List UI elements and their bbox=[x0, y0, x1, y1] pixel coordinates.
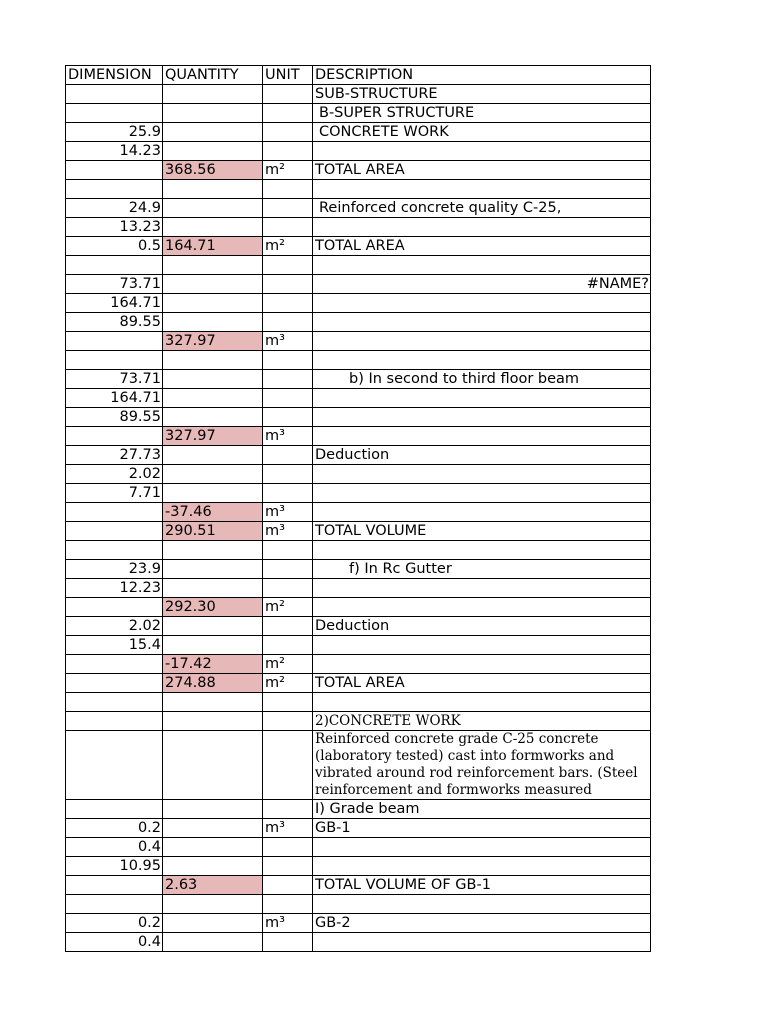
description-cell[interactable]: GB-1 bbox=[313, 819, 651, 838]
unit-cell[interactable] bbox=[263, 895, 313, 914]
description-cell[interactable] bbox=[313, 579, 651, 598]
dimension-cell[interactable]: 2.02 bbox=[66, 465, 163, 484]
quantity-cell[interactable] bbox=[163, 579, 263, 598]
table-row bbox=[66, 560, 651, 579]
dimension-cell[interactable] bbox=[66, 693, 163, 712]
table-row bbox=[66, 237, 651, 256]
unit-cell[interactable] bbox=[263, 180, 313, 199]
description-cell[interactable]: GB-2 bbox=[313, 914, 651, 933]
table-row bbox=[66, 332, 651, 351]
description-cell[interactable]: #NAME? bbox=[313, 275, 651, 294]
table-row bbox=[66, 275, 651, 294]
unit-cell[interactable]: m² bbox=[263, 237, 313, 256]
quantity-cell[interactable] bbox=[163, 256, 263, 275]
dimension-cell[interactable] bbox=[66, 256, 163, 275]
unit-cell[interactable] bbox=[263, 731, 313, 800]
quantity-cell[interactable] bbox=[163, 712, 263, 731]
table-row bbox=[66, 427, 651, 446]
description-cell[interactable]: SUB-STRUCTURE bbox=[313, 85, 651, 104]
unit-cell[interactable]: m² bbox=[263, 598, 313, 617]
table-row bbox=[66, 857, 651, 876]
description-cell[interactable]: Deduction bbox=[313, 446, 651, 465]
quantity-cell[interactable] bbox=[163, 914, 263, 933]
description-cell[interactable]: Reinforced concrete grade C-25 concrete (laboratory tested) cast into formworks and vibrated around rod reinforcement bars. (Steel reinforcement and formworks measured bbox=[313, 731, 651, 800]
quantity-cell[interactable] bbox=[163, 617, 263, 636]
unit-cell[interactable] bbox=[263, 351, 313, 370]
table-row bbox=[66, 123, 651, 142]
unit-cell[interactable] bbox=[263, 104, 313, 123]
table-row bbox=[66, 655, 651, 674]
quantity-cell[interactable] bbox=[163, 693, 263, 712]
quantity-cell[interactable] bbox=[163, 142, 263, 161]
table-row bbox=[66, 484, 651, 503]
table-row bbox=[66, 199, 651, 218]
quantity-cell[interactable]: 290.51 bbox=[163, 522, 263, 541]
description-cell[interactable] bbox=[313, 313, 651, 332]
table-body bbox=[66, 85, 651, 952]
unit-cell[interactable] bbox=[263, 294, 313, 313]
table-row bbox=[66, 636, 651, 655]
quantity-cell[interactable] bbox=[163, 465, 263, 484]
dimension-cell[interactable] bbox=[66, 876, 163, 895]
quantity-cell[interactable]: 292.30 bbox=[163, 598, 263, 617]
unit-cell[interactable]: m³ bbox=[263, 503, 313, 522]
table-row bbox=[66, 370, 651, 389]
unit-cell[interactable] bbox=[263, 560, 313, 579]
table-row bbox=[66, 85, 651, 104]
dimension-cell[interactable]: 2.02 bbox=[66, 617, 163, 636]
header-quantity[interactable]: QUANTITY bbox=[163, 66, 263, 85]
quantity-cell[interactable]: 327.97 bbox=[163, 332, 263, 351]
dimension-cell[interactable] bbox=[66, 332, 163, 351]
unit-cell[interactable] bbox=[263, 876, 313, 895]
quantity-cell[interactable] bbox=[163, 218, 263, 237]
table-row bbox=[66, 218, 651, 237]
table-row bbox=[66, 731, 651, 800]
table-row bbox=[66, 522, 651, 541]
header-row bbox=[66, 66, 651, 85]
description-cell[interactable]: B-SUPER STRUCTURE bbox=[313, 104, 651, 123]
dimension-cell[interactable] bbox=[66, 598, 163, 617]
unit-cell[interactable] bbox=[263, 484, 313, 503]
dimension-cell[interactable] bbox=[66, 427, 163, 446]
table-row bbox=[66, 161, 651, 180]
table-row bbox=[66, 914, 651, 933]
dimension-cell[interactable] bbox=[66, 351, 163, 370]
quantity-cell[interactable] bbox=[163, 199, 263, 218]
table-row bbox=[66, 819, 651, 838]
description-cell[interactable] bbox=[313, 351, 651, 370]
description-cell[interactable] bbox=[313, 693, 651, 712]
table-row bbox=[66, 541, 651, 560]
unit-cell[interactable] bbox=[263, 275, 313, 294]
dimension-cell[interactable]: 23.9 bbox=[66, 560, 163, 579]
table-row bbox=[66, 465, 651, 484]
dimension-cell[interactable]: 73.71 bbox=[66, 370, 163, 389]
quantity-cell[interactable] bbox=[163, 838, 263, 857]
quantity-cell[interactable] bbox=[163, 313, 263, 332]
table-row bbox=[66, 712, 651, 731]
dimension-cell[interactable]: 164.71 bbox=[66, 389, 163, 408]
quantity-cell[interactable]: 164.71 bbox=[163, 237, 263, 256]
dimension-cell[interactable] bbox=[66, 731, 163, 800]
quantity-cell[interactable]: -17.42 bbox=[163, 655, 263, 674]
dimension-cell[interactable] bbox=[66, 180, 163, 199]
quantity-cell[interactable]: 2.63 bbox=[163, 876, 263, 895]
dimension-cell[interactable] bbox=[66, 104, 163, 123]
quantity-cell[interactable] bbox=[163, 731, 263, 800]
unit-cell[interactable]: m³ bbox=[263, 819, 313, 838]
unit-cell[interactable] bbox=[263, 838, 313, 857]
description-cell[interactable]: 2)CONCRETE WORK bbox=[313, 712, 651, 731]
description-cell[interactable]: TOTAL VOLUME bbox=[313, 522, 651, 541]
table-row bbox=[66, 933, 651, 952]
description-cell[interactable] bbox=[313, 332, 651, 351]
unit-cell[interactable]: m³ bbox=[263, 332, 313, 351]
description-cell[interactable] bbox=[313, 256, 651, 275]
dimension-cell[interactable]: 13.23 bbox=[66, 218, 163, 237]
description-cell[interactable]: TOTAL VOLUME OF GB-1 bbox=[313, 876, 651, 895]
table-row bbox=[66, 351, 651, 370]
unit-cell[interactable] bbox=[263, 199, 313, 218]
unit-cell[interactable] bbox=[263, 933, 313, 952]
quantity-cell[interactable] bbox=[163, 275, 263, 294]
description-cell[interactable] bbox=[313, 427, 651, 446]
unit-cell[interactable]: m² bbox=[263, 655, 313, 674]
description-cell[interactable] bbox=[313, 142, 651, 161]
quantity-cell[interactable] bbox=[163, 85, 263, 104]
dimension-cell[interactable] bbox=[66, 712, 163, 731]
dimension-cell[interactable]: 73.71 bbox=[66, 275, 163, 294]
table-row bbox=[66, 617, 651, 636]
dimension-cell[interactable]: 0.4 bbox=[66, 933, 163, 952]
unit-cell[interactable] bbox=[263, 446, 313, 465]
table-row bbox=[66, 294, 651, 313]
table-row bbox=[66, 313, 651, 332]
description-cell[interactable]: b) In second to third floor beam bbox=[313, 370, 651, 389]
table-row bbox=[66, 503, 651, 522]
dimension-cell[interactable]: 164.71 bbox=[66, 294, 163, 313]
unit-cell[interactable] bbox=[263, 636, 313, 655]
quantity-cell[interactable] bbox=[163, 933, 263, 952]
quantity-cell[interactable] bbox=[163, 351, 263, 370]
header-dimension[interactable]: DIMENSION bbox=[66, 66, 163, 85]
dimension-cell[interactable]: 12.23 bbox=[66, 579, 163, 598]
quantity-cell[interactable]: 274.88 bbox=[163, 674, 263, 693]
unit-cell[interactable] bbox=[263, 313, 313, 332]
quantity-cell[interactable] bbox=[163, 857, 263, 876]
unit-cell[interactable]: m³ bbox=[263, 427, 313, 446]
quantity-cell[interactable]: 368.56 bbox=[163, 161, 263, 180]
description-cell[interactable] bbox=[313, 218, 651, 237]
dimension-cell[interactable]: 0.4 bbox=[66, 838, 163, 857]
unit-cell[interactable]: m² bbox=[263, 674, 313, 693]
dimension-cell[interactable]: 15.4 bbox=[66, 636, 163, 655]
quantity-cell[interactable] bbox=[163, 636, 263, 655]
quantity-cell[interactable]: 327.97 bbox=[163, 427, 263, 446]
table-row bbox=[66, 579, 651, 598]
description-cell[interactable] bbox=[313, 598, 651, 617]
description-cell[interactable] bbox=[313, 857, 651, 876]
quantity-cell[interactable] bbox=[163, 800, 263, 819]
description-cell[interactable] bbox=[313, 895, 651, 914]
dimension-cell[interactable] bbox=[66, 895, 163, 914]
table-row bbox=[66, 446, 651, 465]
unit-cell[interactable] bbox=[263, 857, 313, 876]
unit-cell[interactable] bbox=[263, 712, 313, 731]
description-cell[interactable] bbox=[313, 294, 651, 313]
quantity-cell[interactable] bbox=[163, 446, 263, 465]
description-cell[interactable]: Reinforced concrete quality C-25, bbox=[313, 199, 651, 218]
description-cell[interactable] bbox=[313, 636, 651, 655]
dimension-cell[interactable] bbox=[66, 674, 163, 693]
dimension-cell[interactable] bbox=[66, 522, 163, 541]
quantity-cell[interactable] bbox=[163, 370, 263, 389]
table-row bbox=[66, 142, 651, 161]
quantity-cell[interactable] bbox=[163, 408, 263, 427]
header-description[interactable]: DESCRIPTION bbox=[313, 66, 651, 85]
dimension-cell[interactable]: 24.9 bbox=[66, 199, 163, 218]
table-row bbox=[66, 408, 651, 427]
unit-cell[interactable] bbox=[263, 142, 313, 161]
description-cell[interactable]: Deduction bbox=[313, 617, 651, 636]
table-row bbox=[66, 598, 651, 617]
dimension-cell[interactable]: 25.9 bbox=[66, 123, 163, 142]
description-cell[interactable]: CONCRETE WORK bbox=[313, 123, 651, 142]
description-cell[interactable] bbox=[313, 541, 651, 560]
table-row bbox=[66, 256, 651, 275]
table-row bbox=[66, 389, 651, 408]
table-row bbox=[66, 693, 651, 712]
dimension-cell[interactable] bbox=[66, 655, 163, 674]
header-unit[interactable]: UNIT bbox=[263, 66, 313, 85]
quantity-cell[interactable] bbox=[163, 484, 263, 503]
unit-cell[interactable] bbox=[263, 256, 313, 275]
table-row bbox=[66, 800, 651, 819]
description-cell[interactable]: I) Grade beam bbox=[313, 800, 651, 819]
unit-cell[interactable]: m³ bbox=[263, 522, 313, 541]
quantity-cell[interactable] bbox=[163, 541, 263, 560]
unit-cell[interactable] bbox=[263, 465, 313, 484]
quantity-cell[interactable] bbox=[163, 104, 263, 123]
description-cell[interactable] bbox=[313, 933, 651, 952]
dimension-cell[interactable]: 89.55 bbox=[66, 313, 163, 332]
quantity-takeoff-table bbox=[65, 65, 651, 952]
description-cell[interactable] bbox=[313, 655, 651, 674]
description-cell[interactable] bbox=[313, 484, 651, 503]
description-cell[interactable]: TOTAL AREA bbox=[313, 237, 651, 256]
description-cell[interactable] bbox=[313, 503, 651, 522]
description-cell[interactable]: TOTAL AREA bbox=[313, 674, 651, 693]
dimension-cell[interactable]: 7.71 bbox=[66, 484, 163, 503]
quantity-cell[interactable] bbox=[163, 895, 263, 914]
unit-cell[interactable]: m³ bbox=[263, 914, 313, 933]
dimension-cell[interactable]: 14.23 bbox=[66, 142, 163, 161]
dimension-cell[interactable] bbox=[66, 161, 163, 180]
table-row bbox=[66, 895, 651, 914]
unit-cell[interactable] bbox=[263, 85, 313, 104]
unit-cell[interactable] bbox=[263, 389, 313, 408]
quantity-cell[interactable] bbox=[163, 180, 263, 199]
dimension-cell[interactable]: 0.2 bbox=[66, 914, 163, 933]
unit-cell[interactable]: m² bbox=[263, 161, 313, 180]
description-cell[interactable] bbox=[313, 408, 651, 427]
dimension-cell[interactable]: 0.2 bbox=[66, 819, 163, 838]
table-row bbox=[66, 674, 651, 693]
unit-cell[interactable] bbox=[263, 800, 313, 819]
quantity-cell[interactable] bbox=[163, 819, 263, 838]
dimension-cell[interactable] bbox=[66, 800, 163, 819]
quantity-cell[interactable]: -37.46 bbox=[163, 503, 263, 522]
table-row bbox=[66, 104, 651, 123]
table-row bbox=[66, 876, 651, 895]
description-cell[interactable]: f) In Rc Gutter bbox=[313, 560, 651, 579]
dimension-cell[interactable] bbox=[66, 541, 163, 560]
unit-cell[interactable] bbox=[263, 617, 313, 636]
dimension-cell[interactable]: 0.5 bbox=[66, 237, 163, 256]
description-cell[interactable] bbox=[313, 180, 651, 199]
dimension-cell[interactable]: 10.95 bbox=[66, 857, 163, 876]
quantity-cell[interactable] bbox=[163, 294, 263, 313]
unit-cell[interactable] bbox=[263, 541, 313, 560]
table-row bbox=[66, 838, 651, 857]
quantity-cell[interactable] bbox=[163, 389, 263, 408]
description-cell[interactable] bbox=[313, 838, 651, 857]
description-cell[interactable] bbox=[313, 465, 651, 484]
table-row bbox=[66, 180, 651, 199]
unit-cell[interactable] bbox=[263, 218, 313, 237]
unit-cell[interactable] bbox=[263, 579, 313, 598]
unit-cell[interactable] bbox=[263, 408, 313, 427]
unit-cell[interactable] bbox=[263, 693, 313, 712]
dimension-cell[interactable] bbox=[66, 503, 163, 522]
description-cell[interactable] bbox=[313, 389, 651, 408]
quantity-cell[interactable] bbox=[163, 123, 263, 142]
quantity-cell[interactable] bbox=[163, 560, 263, 579]
dimension-cell[interactable] bbox=[66, 85, 163, 104]
unit-cell[interactable] bbox=[263, 370, 313, 389]
dimension-cell[interactable]: 27.73 bbox=[66, 446, 163, 465]
unit-cell[interactable] bbox=[263, 123, 313, 142]
description-cell[interactable]: TOTAL AREA bbox=[313, 161, 651, 180]
dimension-cell[interactable]: 89.55 bbox=[66, 408, 163, 427]
